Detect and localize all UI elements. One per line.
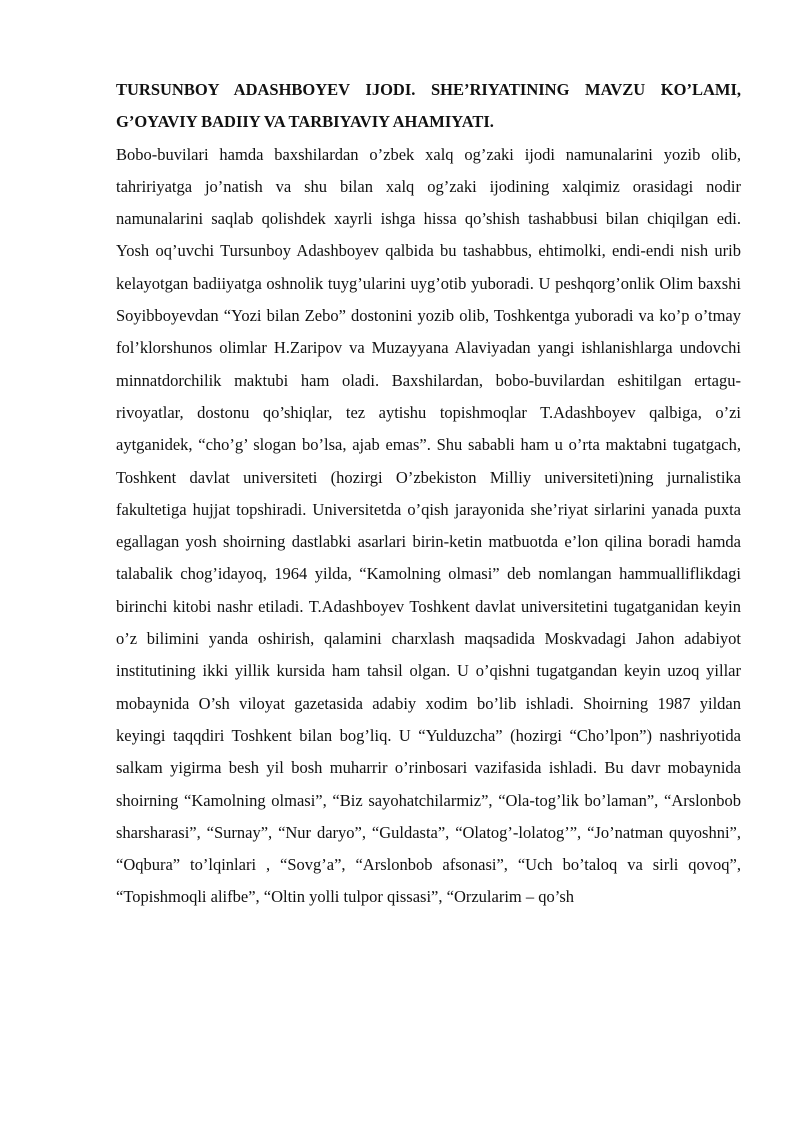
paragraph-2: Yosh oq’uvchi Tursunboy Adashboyev qalbida bu tashabbus, ehtimolki, endi-endi nish urib kelayotgan badiiyatga oshnolik tuyg’ularini uyg’otib yuboradi. U peshqorg’onlik Olim baxshi Soyibboyevdan “Yozi bilan Zebo” dostonini yozib olib, Toshkentga yuboradi va ko’p o’tmay fol’klorshunos olimlar H.Zaripov va Muzayyana Alaviyadan yangi ishlanishlarga undovchi minnatdorchilik maktubi ham oladi. Baxshilardan, bobo-buvilardan eshitilgan ertagu-rivoyatlar, dostonu qo’shiqlar, tez aytishu topishmoqlar T.Adashboyev qalbiga, o’zi aytganidek, “cho’g’ slogan bo’lsa, ajab emas”. Shu sababli ham u o’rta maktabni tugatgach, Toshkent davlat universiteti (hozirgi O’zbekiston Milliy universiteti)ning jurnalistika fakultetiga hujjat topshiradi. Universitetda o’qish jarayonida she’riyat sirlarini yanada puxta egallagan yosh shoirning dastlabki asarlari birin-ketin matbuotda e’lon qilina boradi hamda talabalik chog’idayoq, 1964 yilda, “Kamolning olmasi” deb nomlangan hammualliflikdagi birinchi kitobi nashr etiladi. T.Adashboyev Toshkent davlat universitetini tugatganidan keyin o’z bilimini yanda oshirish, qalamini charxlash maqsadida Moskvadagi Jahon adabiyot institutining ikki yillik kursida ham tahsil olgan. U o’qishni tugatgandan keyin uzoq yillar mobaynida O’sh viloyat gazetasida adabiy xodim bo’lib ishladi. Shoirning 1987 yildan keyingi taqqdiri Toshkent bilan bog’liq. U “Yulduzcha” (hozirgi “Cho’lpon”) nashriyotida salkam yigirma besh yil bosh muharrir o’rinbosari vazifasida ishladi. Bu davr mobaynida shoirning “Kamolning olmasi”, “Biz sayohatchilarmiz”, “Ola-tog’lik bo’laman”, “Arslonbob sharsharasi”, “Surnay”, “Nur daryo”, “Guldasta”, “Olatog’-lolatog’”, “Jo’natman quyoshni”, “Oqbura” to’lqinlari , “Sovg’a”, “Arslonbob afsonasi”, “Uch bo’taloq va sirli qovoq”, “Topishmoqli alifbe”, “Oltin yolli tulpor qissasi”, “Orzularim – qo’sh bbox=[116, 241, 741, 907]
document-page bbox=[116, 74, 741, 914]
paragraph-1: Bobo-buvilari hamda baxshilardan o’zbek xalq og’zaki ijodi namunalarini yozib olib, tahririyatga jo’natish va shu bilan xalq og’zaki ijodining xalqimiz orasidagi nodir namunalarini saqlab qolishdek xayrli ishga hissa qo’shish tashabbusi bilan chiqilgan edi. bbox=[116, 144, 741, 229]
document-title: TURSUNBOY ADASHBOYEV IJODI. SHE’RIYATINING MAVZU KO’LAMI, G’OYAVIY BADIIY VA TARBIYAVIY AHAMIYATI. bbox=[116, 80, 741, 132]
